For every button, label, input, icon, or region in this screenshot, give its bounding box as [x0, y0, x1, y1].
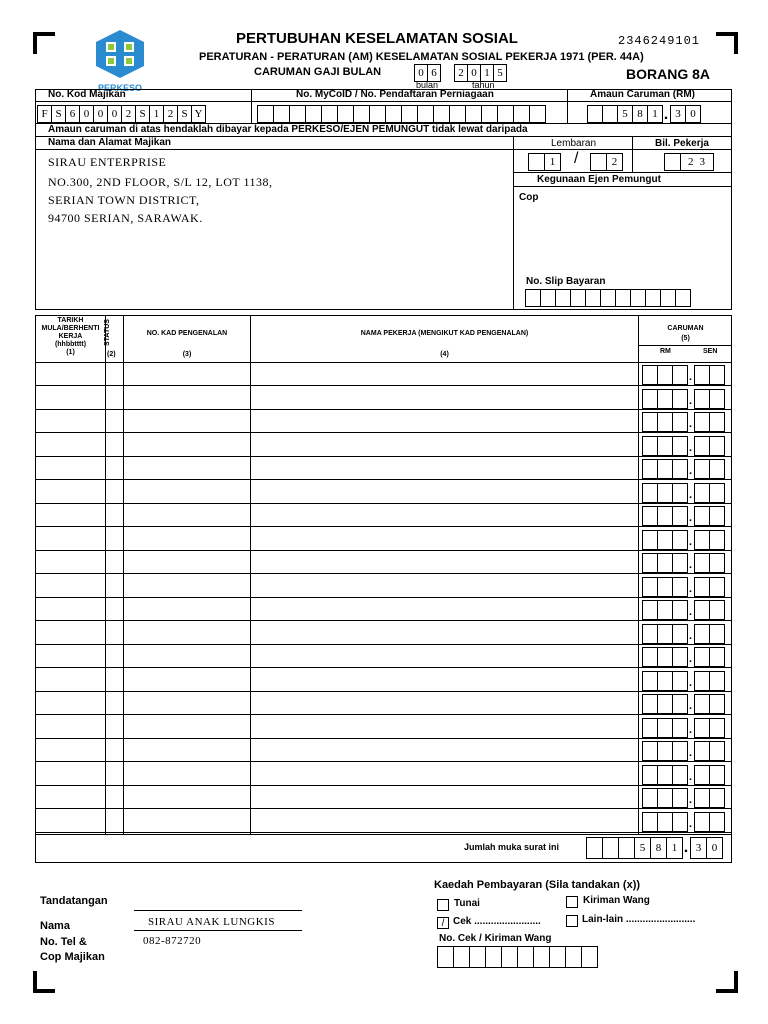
table-row-divider [35, 620, 732, 621]
total-digit: 0 [706, 837, 723, 859]
total-digit: 3 [690, 837, 707, 859]
employer-address-line: SERIAN TOWN DISTRICT, [48, 193, 200, 207]
amount-digit [602, 105, 618, 123]
perkeso-logo-icon [92, 28, 148, 78]
total-digit: 5 [634, 837, 651, 859]
name-label: Nama [40, 920, 70, 932]
row-date-cell[interactable] [36, 410, 105, 432]
sheet-separator: / [574, 150, 579, 167]
row-contribution-field[interactable]: . [642, 671, 724, 695]
row-ic-cell[interactable] [124, 669, 250, 691]
col-date-line: (1) [66, 349, 75, 356]
row-status-cell[interactable] [106, 645, 123, 667]
col-date-line: (hhbbtttt) [54, 341, 87, 348]
col-date-line: MULA/BERHENTI [41, 325, 100, 332]
row-ic-cell[interactable] [124, 551, 250, 573]
row-ic-cell[interactable] [124, 716, 250, 738]
row-contribution-field[interactable]: . [642, 812, 724, 836]
table-row-divider [35, 526, 732, 527]
month-digit: 0 [414, 64, 428, 82]
col-contribution-header: CARUMAN [667, 325, 704, 332]
amount-digit: 8 [632, 105, 648, 123]
row-ic-cell[interactable] [124, 692, 250, 714]
row-date-cell[interactable] [36, 739, 105, 761]
table-row-divider [35, 714, 732, 715]
payment-notice: Amaun caruman di atas hendaklah dibayar kepada PERKESO/EJEN PEMUNGUT tidak lewat daripada [48, 124, 528, 135]
code-digit: 0 [93, 105, 108, 123]
row-name-cell[interactable] [251, 716, 638, 738]
form-name: BORANG 8A [626, 66, 711, 82]
row-ic-cell[interactable] [124, 645, 250, 667]
row-name-cell[interactable] [251, 457, 638, 479]
corner-mark-bottom-left [33, 971, 55, 993]
row-status-cell[interactable] [106, 387, 123, 409]
row-contribution-field[interactable]: . [642, 718, 724, 742]
row-status-cell[interactable] [106, 528, 123, 550]
row-date-cell[interactable] [36, 457, 105, 479]
mycoid-label: No. MyCoID / No. Pendaftaran Perniagaan [296, 89, 494, 100]
money-order-checkbox[interactable] [566, 896, 578, 908]
row-contribution-field[interactable]: . [642, 389, 724, 413]
row-date-cell[interactable] [36, 387, 105, 409]
row-status-cell[interactable] [106, 434, 123, 456]
perkeso-logo [92, 28, 148, 93]
row-contribution-field[interactable]: . [642, 483, 724, 507]
table-row-divider [35, 808, 732, 809]
row-date-cell[interactable] [36, 434, 105, 456]
row-name-cell[interactable] [251, 669, 638, 691]
row-status-cell[interactable] [106, 810, 123, 832]
row-contribution-field[interactable]: . [642, 624, 724, 648]
cheque-check-mark: / [441, 918, 445, 929]
row-status-cell[interactable] [106, 622, 123, 644]
table-row-divider [35, 573, 732, 574]
signature-label: Tandatangan [40, 895, 108, 907]
row-name-cell[interactable] [251, 692, 638, 714]
row-date-cell[interactable] [36, 669, 105, 691]
money-order-label: Kiriman Wang [583, 895, 650, 906]
row-date-cell[interactable] [36, 716, 105, 738]
cheque-label: Cek ........................ [453, 916, 541, 927]
row-contribution-field[interactable]: . [642, 459, 724, 483]
total-digit [602, 837, 619, 859]
code-digit: F [37, 105, 52, 123]
amount-field[interactable] [587, 105, 700, 125]
regulation-text: PERATURAN - PERATURAN (AM) KESELAMATAN SOSIAL PEKERJA 1971 (PER. 44A) [199, 51, 644, 63]
row-contribution-field[interactable]: . [642, 694, 724, 718]
row-date-cell[interactable] [36, 622, 105, 644]
row-contribution-field[interactable]: . [642, 506, 724, 530]
sheet-label: Lembaran [551, 138, 597, 149]
sheet-total-field[interactable] [590, 153, 622, 171]
corner-mark-top-right [716, 32, 738, 54]
amount-digit [587, 105, 603, 123]
col-status-header: STATUS [104, 319, 111, 347]
employer-stamp-label: Cop Majikan [40, 951, 105, 963]
row-ic-cell[interactable] [124, 575, 250, 597]
employer-address-line: NO.300, 2ND FLOOR, S/L 12, LOT 1138, [48, 175, 273, 189]
table-row-divider [35, 385, 732, 386]
employer-address-line: 94700 SERIAN, SARAWAK. [48, 211, 203, 225]
row-name-cell[interactable] [251, 622, 638, 644]
corner-mark-bottom-right [716, 971, 738, 993]
code-digit: 1 [149, 105, 164, 123]
row-ic-cell[interactable] [124, 363, 250, 385]
total-field[interactable] [586, 837, 722, 859]
row-name-cell[interactable] [251, 504, 638, 526]
year-digit: 0 [467, 64, 481, 82]
row-name-cell[interactable] [251, 786, 638, 808]
row-ic-cell[interactable] [124, 763, 250, 785]
tel-label: No. Tel & [40, 936, 87, 948]
row-name-cell[interactable] [251, 434, 638, 456]
mycoid-field[interactable] [257, 105, 545, 123]
row-ic-cell[interactable] [124, 410, 250, 432]
slip-field[interactable] [525, 289, 690, 307]
amount-digit: 1 [647, 105, 663, 123]
col-sen-header: SEN [703, 348, 718, 355]
table-row-divider [35, 432, 732, 433]
corner-mark-top-left [33, 32, 55, 54]
row-status-cell[interactable] [106, 786, 123, 808]
table-row-divider [35, 667, 732, 668]
row-ic-cell[interactable] [124, 810, 250, 832]
row-name-cell[interactable] [251, 410, 638, 432]
signatory-name: SIRAU ANAK LUNGKIS [148, 916, 275, 928]
table-row-divider [35, 832, 732, 833]
col-date-line: TARIKH [57, 317, 84, 324]
row-status-cell[interactable] [106, 692, 123, 714]
amount-digit: 5 [617, 105, 633, 123]
row-ic-cell[interactable] [124, 504, 250, 526]
row-contribution-field[interactable]: . [642, 788, 724, 812]
row-status-cell[interactable] [106, 457, 123, 479]
row-ic-cell[interactable] [124, 786, 250, 808]
workers-count: 23 [680, 153, 714, 171]
cheque-checkbox[interactable] [437, 917, 449, 929]
row-contribution-field[interactable]: . [642, 365, 724, 389]
row-ic-cell[interactable] [124, 622, 250, 644]
code-digit: S [51, 105, 66, 123]
total-digit [618, 837, 635, 859]
tel-value: 082-872720 [143, 935, 202, 947]
row-ic-cell[interactable] [124, 598, 250, 620]
row-status-cell[interactable] [106, 410, 123, 432]
code-digit: 0 [107, 105, 122, 123]
col-name-num: (4) [440, 351, 449, 358]
employer-code-field[interactable] [37, 105, 205, 123]
code-digit: 0 [79, 105, 94, 123]
cash-checkbox[interactable] [437, 899, 449, 911]
amount-digit: 0 [685, 105, 701, 123]
table-row-divider [35, 761, 732, 762]
col-name-header: NAMA PEKERJA (MENGIKUT KAD PENGENALAN) [360, 330, 529, 337]
row-status-cell[interactable] [106, 481, 123, 503]
sheet-field[interactable] [528, 153, 560, 171]
row-date-cell[interactable] [36, 692, 105, 714]
row-name-cell[interactable] [251, 645, 638, 667]
sheet-number: 1 [544, 153, 561, 171]
code-digit: 2 [163, 105, 178, 123]
row-ic-cell[interactable] [124, 739, 250, 761]
row-contribution-field[interactable]: . [642, 412, 724, 436]
total-digit: 1 [666, 837, 683, 859]
row-status-cell[interactable] [106, 363, 123, 385]
logo-text: PERKESO [97, 83, 142, 93]
employer-code-label: No. Kod Majikan [48, 89, 126, 100]
row-name-cell[interactable] [251, 598, 638, 620]
row-date-cell[interactable] [36, 598, 105, 620]
month-caption: bulan [416, 80, 439, 90]
workers-label: Bil. Pekerja [655, 138, 709, 149]
col-date-header [36, 317, 105, 357]
row-status-cell[interactable] [106, 575, 123, 597]
row-name-cell[interactable] [251, 551, 638, 573]
col-ic-num: (3) [182, 351, 192, 358]
col-rm-header: RM [660, 348, 671, 355]
row-status-cell[interactable] [106, 551, 123, 573]
row-date-cell[interactable] [36, 575, 105, 597]
row-contribution-field[interactable]: . [642, 553, 724, 577]
year-digit: 1 [480, 64, 494, 82]
row-status-cell[interactable] [106, 716, 123, 738]
signature-line[interactable] [134, 910, 302, 911]
row-contribution-field[interactable]: . [642, 577, 724, 601]
cheque-number-field[interactable] [437, 946, 597, 968]
other-checkbox[interactable] [566, 915, 578, 927]
row-date-cell[interactable] [36, 528, 105, 550]
code-digit: S [177, 105, 192, 123]
slip-label: No. Slip Bayaran [526, 276, 606, 287]
row-contribution-field[interactable]: . [642, 530, 724, 554]
code-digit: Y [191, 105, 206, 123]
total-decimal: . [683, 839, 689, 856]
workers-field[interactable] [664, 153, 713, 171]
amount-label: Amaun Caruman (RM) [590, 89, 696, 100]
year-digit: 2 [454, 64, 468, 82]
row-date-cell[interactable] [36, 504, 105, 526]
row-status-cell[interactable] [106, 598, 123, 620]
total-digit: 8 [650, 837, 667, 859]
code-digit: 6 [65, 105, 80, 123]
total-label: Jumlah muka surat ini [464, 842, 560, 852]
row-ic-cell[interactable] [124, 481, 250, 503]
row-ic-cell[interactable] [124, 457, 250, 479]
row-contribution-field[interactable]: . [642, 741, 724, 765]
row-date-cell[interactable] [36, 645, 105, 667]
row-date-cell[interactable] [36, 763, 105, 785]
row-name-cell[interactable] [251, 481, 638, 503]
month-digit: 6 [427, 64, 441, 82]
amount-decimal: . [663, 106, 669, 123]
period-label: CARUMAN GAJI BULAN [254, 66, 382, 78]
name-line [134, 930, 302, 931]
row-status-cell[interactable] [106, 504, 123, 526]
row-status-cell[interactable] [106, 669, 123, 691]
sheet-total: 2 [606, 153, 623, 171]
cash-label: Tunai [454, 898, 480, 909]
row-ic-cell[interactable] [124, 387, 250, 409]
row-name-cell[interactable] [251, 363, 638, 385]
col-ic-header: NO. KAD PENGENALAN [146, 330, 228, 337]
row-date-cell[interactable] [36, 363, 105, 385]
row-date-cell[interactable] [36, 481, 105, 503]
row-date-cell[interactable] [36, 551, 105, 573]
row-name-cell[interactable] [251, 739, 638, 761]
row-name-cell[interactable] [251, 528, 638, 550]
agent-label: Kegunaan Ejen Pemungut [537, 174, 661, 185]
row-contribution-field[interactable]: . [642, 436, 724, 460]
year-digit: 5 [493, 64, 507, 82]
row-contribution-field[interactable]: . [642, 647, 724, 671]
table-row-divider [35, 479, 732, 480]
col-status-num: (2) [107, 351, 116, 358]
employer-name-label: Nama dan Alamat Majikan [48, 137, 172, 148]
employer-address-line: SIRAU ENTERPRISE [48, 155, 167, 169]
row-ic-cell[interactable] [124, 434, 250, 456]
year-caption: tahun [472, 80, 495, 90]
row-name-cell[interactable] [251, 575, 638, 597]
row-name-cell[interactable] [251, 763, 638, 785]
code-digit: S [135, 105, 150, 123]
row-status-cell[interactable] [106, 739, 123, 761]
payment-method-title: Kaedah Pembayaran (Sila tandakan (x)) [434, 879, 641, 891]
col-date-line: KERJA [58, 333, 83, 340]
col-contribution-num: (5) [681, 335, 690, 342]
row-status-cell[interactable] [106, 763, 123, 785]
row-contribution-field[interactable]: . [642, 600, 724, 624]
other-label: Lain-lain ......................... [582, 914, 696, 925]
row-contribution-field[interactable]: . [642, 765, 724, 789]
row-date-cell[interactable] [36, 810, 105, 832]
org-title: PERTUBUHAN KESELAMATAN SOSIAL [236, 30, 518, 47]
row-ic-cell[interactable] [124, 528, 250, 550]
stamp-label: Cop [519, 192, 539, 203]
total-digit [586, 837, 603, 859]
row-name-cell[interactable] [251, 810, 638, 832]
cheque-number-label: No. Cek / Kiriman Wang [439, 933, 552, 944]
row-date-cell[interactable] [36, 786, 105, 808]
code-digit: 2 [121, 105, 136, 123]
form-serial: 2346249101 [618, 34, 701, 48]
row-name-cell[interactable] [251, 387, 638, 409]
amount-digit: 3 [670, 105, 686, 123]
